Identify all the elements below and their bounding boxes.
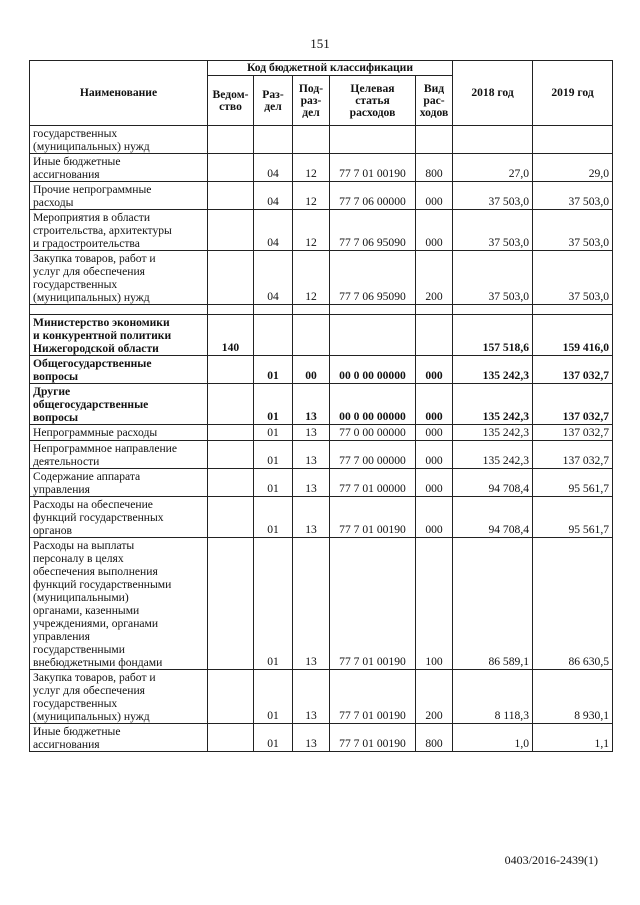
- row-target-item: [330, 126, 416, 154]
- row-vedomstvo: [208, 210, 254, 251]
- row-razdel: 01: [254, 425, 293, 441]
- table-row: [30, 210, 613, 251]
- row-value-2019: 137 032,7: [533, 384, 613, 425]
- row-value-2019: 37 503,0: [533, 251, 613, 305]
- row-value-2018: 94 708,4: [453, 469, 533, 497]
- row-value-2019: 37 503,0: [533, 210, 613, 251]
- row-vedomstvo: [208, 538, 254, 670]
- row-expense-type: 000: [416, 182, 453, 210]
- table-body: [30, 126, 613, 752]
- row-razdel: [254, 126, 293, 154]
- row-value-2019: 8 930,1: [533, 670, 613, 724]
- row-target-item: 00 0 00 00000: [330, 356, 416, 384]
- row-expense-type: [416, 315, 453, 356]
- header-target-item: Целевая статья расходов: [330, 76, 416, 126]
- spacer-cell: [330, 305, 416, 315]
- row-name: Непрограммные расходы: [30, 425, 208, 441]
- row-vedomstvo: [208, 154, 254, 182]
- row-value-2018: 37 503,0: [453, 182, 533, 210]
- row-razdel: 01: [254, 670, 293, 724]
- row-podrazdel: 13: [293, 724, 330, 752]
- row-podrazdel: 12: [293, 154, 330, 182]
- row-podrazdel: 13: [293, 497, 330, 538]
- row-value-2018: 135 242,3: [453, 441, 533, 469]
- header-name: Наименование: [30, 61, 208, 126]
- row-razdel: 01: [254, 441, 293, 469]
- spacer-cell: [416, 305, 453, 315]
- row-name: Расходы на выплаты персоналу в целях обеспечения выполнения функций государственными (муниципальными) органами, казенными учреждениями, органами управления государственными внебюджетными фондами: [30, 538, 208, 670]
- row-name: Закупка товаров, работ и услуг для обеспечения государственных (муниципальных) нужд: [30, 670, 208, 724]
- row-name: Иные бюджетные ассигнования: [30, 154, 208, 182]
- spacer-cell: [208, 305, 254, 315]
- table-row: [30, 724, 613, 752]
- row-podrazdel: 13: [293, 384, 330, 425]
- row-value-2018: 37 503,0: [453, 210, 533, 251]
- row-vedomstvo: [208, 670, 254, 724]
- header-razdel: Раз- дел: [254, 76, 293, 126]
- row-podrazdel: 12: [293, 210, 330, 251]
- row-razdel: [254, 315, 293, 356]
- row-vedomstvo: 140: [208, 315, 254, 356]
- row-target-item: 77 0 00 00000: [330, 425, 416, 441]
- row-razdel: 01: [254, 469, 293, 497]
- row-podrazdel: 00: [293, 356, 330, 384]
- row-expense-type: 800: [416, 724, 453, 752]
- row-value-2019: 1,1: [533, 724, 613, 752]
- row-expense-type: 000: [416, 210, 453, 251]
- row-expense-type: 100: [416, 538, 453, 670]
- row-value-2018: 27,0: [453, 154, 533, 182]
- row-target-item: 77 7 01 00190: [330, 670, 416, 724]
- row-value-2019: 95 561,7: [533, 497, 613, 538]
- table-row: [30, 670, 613, 724]
- row-name: Иные бюджетные ассигнования: [30, 724, 208, 752]
- row-expense-type: 200: [416, 670, 453, 724]
- row-value-2018: [453, 126, 533, 154]
- table-row: [30, 315, 613, 356]
- row-target-item: 77 7 06 95090: [330, 210, 416, 251]
- row-value-2018: 37 503,0: [453, 251, 533, 305]
- row-expense-type: 000: [416, 469, 453, 497]
- table-row: [30, 384, 613, 425]
- row-value-2019: [533, 126, 613, 154]
- row-razdel: 01: [254, 497, 293, 538]
- row-name: государственных (муниципальных) нужд: [30, 126, 208, 154]
- row-expense-type: 000: [416, 356, 453, 384]
- row-value-2019: 159 416,0: [533, 315, 613, 356]
- row-name: Непрограммное направление деятельности: [30, 441, 208, 469]
- table-row: [30, 425, 613, 441]
- header-year-2019: 2019 год: [533, 61, 613, 126]
- row-value-2019: 95 561,7: [533, 469, 613, 497]
- row-razdel: 01: [254, 538, 293, 670]
- table-row: [30, 126, 613, 154]
- row-value-2018: 86 589,1: [453, 538, 533, 670]
- row-vedomstvo: [208, 441, 254, 469]
- row-expense-type: 000: [416, 384, 453, 425]
- row-value-2018: 135 242,3: [453, 425, 533, 441]
- table-row: [30, 469, 613, 497]
- table-row: [30, 356, 613, 384]
- row-value-2019: 29,0: [533, 154, 613, 182]
- row-vedomstvo: [208, 126, 254, 154]
- row-podrazdel: 13: [293, 670, 330, 724]
- table-row: [30, 154, 613, 182]
- table-row: [30, 182, 613, 210]
- row-podrazdel: 13: [293, 538, 330, 670]
- row-podrazdel: [293, 126, 330, 154]
- header-vedomstvo: Ведом- ство: [208, 76, 254, 126]
- row-name: Прочие непрограммные расходы: [30, 182, 208, 210]
- row-razdel: 04: [254, 210, 293, 251]
- table-row: [30, 251, 613, 305]
- row-name: Общегосударственные вопросы: [30, 356, 208, 384]
- spacer-cell: [254, 305, 293, 315]
- page-number: 151: [310, 36, 330, 51]
- row-target-item: 77 7 01 00190: [330, 154, 416, 182]
- row-expense-type: [416, 126, 453, 154]
- spacer-cell: [453, 305, 533, 315]
- row-target-item: 77 7 00 00000: [330, 441, 416, 469]
- row-podrazdel: [293, 315, 330, 356]
- row-value-2018: 135 242,3: [453, 384, 533, 425]
- row-value-2018: 1,0: [453, 724, 533, 752]
- row-vedomstvo: [208, 356, 254, 384]
- row-expense-type: 000: [416, 425, 453, 441]
- row-expense-type: 000: [416, 497, 453, 538]
- table-row: [30, 441, 613, 469]
- header-year-2018: 2018 год: [453, 61, 533, 126]
- row-value-2019: 37 503,0: [533, 182, 613, 210]
- row-razdel: 01: [254, 356, 293, 384]
- row-target-item: 77 7 06 95090: [330, 251, 416, 305]
- row-value-2018: 157 518,6: [453, 315, 533, 356]
- row-expense-type: 000: [416, 441, 453, 469]
- row-vedomstvo: [208, 425, 254, 441]
- row-target-item: [330, 315, 416, 356]
- row-razdel: 01: [254, 384, 293, 425]
- row-value-2019: 137 032,7: [533, 441, 613, 469]
- row-razdel: 01: [254, 724, 293, 752]
- spacer-cell: [533, 305, 613, 315]
- spacer-cell: [30, 305, 208, 315]
- row-name: Содержание аппарата управления: [30, 469, 208, 497]
- row-name: Закупка товаров, работ и услуг для обеспечения государственных (муниципальных) нужд: [30, 251, 208, 305]
- document-code: 0403/2016-2439(1): [504, 853, 598, 867]
- row-value-2019: 137 032,7: [533, 356, 613, 384]
- row-target-item: 77 7 06 00000: [330, 182, 416, 210]
- row-podrazdel: 13: [293, 441, 330, 469]
- row-expense-type: 800: [416, 154, 453, 182]
- row-name: Другие общегосударственные вопросы: [30, 384, 208, 425]
- budget-table: [29, 60, 613, 752]
- row-razdel: 04: [254, 251, 293, 305]
- row-vedomstvo: [208, 182, 254, 210]
- table-row: [30, 538, 613, 670]
- row-podrazdel: 12: [293, 182, 330, 210]
- row-podrazdel: 13: [293, 469, 330, 497]
- row-vedomstvo: [208, 384, 254, 425]
- row-name: Расходы на обеспечение функций государственных органов: [30, 497, 208, 538]
- row-target-item: 77 7 01 00000: [330, 469, 416, 497]
- row-value-2019: 137 032,7: [533, 425, 613, 441]
- header-expense-type: Вид рас- ходов: [416, 76, 453, 126]
- row-vedomstvo: [208, 469, 254, 497]
- spacer-row: [30, 305, 613, 315]
- row-vedomstvo: [208, 724, 254, 752]
- spacer-cell: [293, 305, 330, 315]
- row-name: Министерство экономики и конкурентной политики Нижегородской области: [30, 315, 208, 356]
- row-razdel: 04: [254, 182, 293, 210]
- header-podrazdel: Под- раз- дел: [293, 76, 330, 126]
- row-target-item: 77 7 01 00190: [330, 497, 416, 538]
- row-value-2018: 135 242,3: [453, 356, 533, 384]
- row-value-2018: 8 118,3: [453, 670, 533, 724]
- row-value-2019: 86 630,5: [533, 538, 613, 670]
- row-target-item: 00 0 00 00000: [330, 384, 416, 425]
- table-row: [30, 497, 613, 538]
- row-expense-type: 200: [416, 251, 453, 305]
- row-razdel: 04: [254, 154, 293, 182]
- row-podrazdel: 13: [293, 425, 330, 441]
- row-target-item: 77 7 01 00190: [330, 538, 416, 670]
- row-name: Мероприятия в области строительства, архитектуры и градостроительства: [30, 210, 208, 251]
- header-budget-code-group: Код бюджетной классификации: [208, 61, 453, 76]
- row-podrazdel: 12: [293, 251, 330, 305]
- row-vedomstvo: [208, 251, 254, 305]
- row-target-item: 77 7 01 00190: [330, 724, 416, 752]
- row-value-2018: 94 708,4: [453, 497, 533, 538]
- row-vedomstvo: [208, 497, 254, 538]
